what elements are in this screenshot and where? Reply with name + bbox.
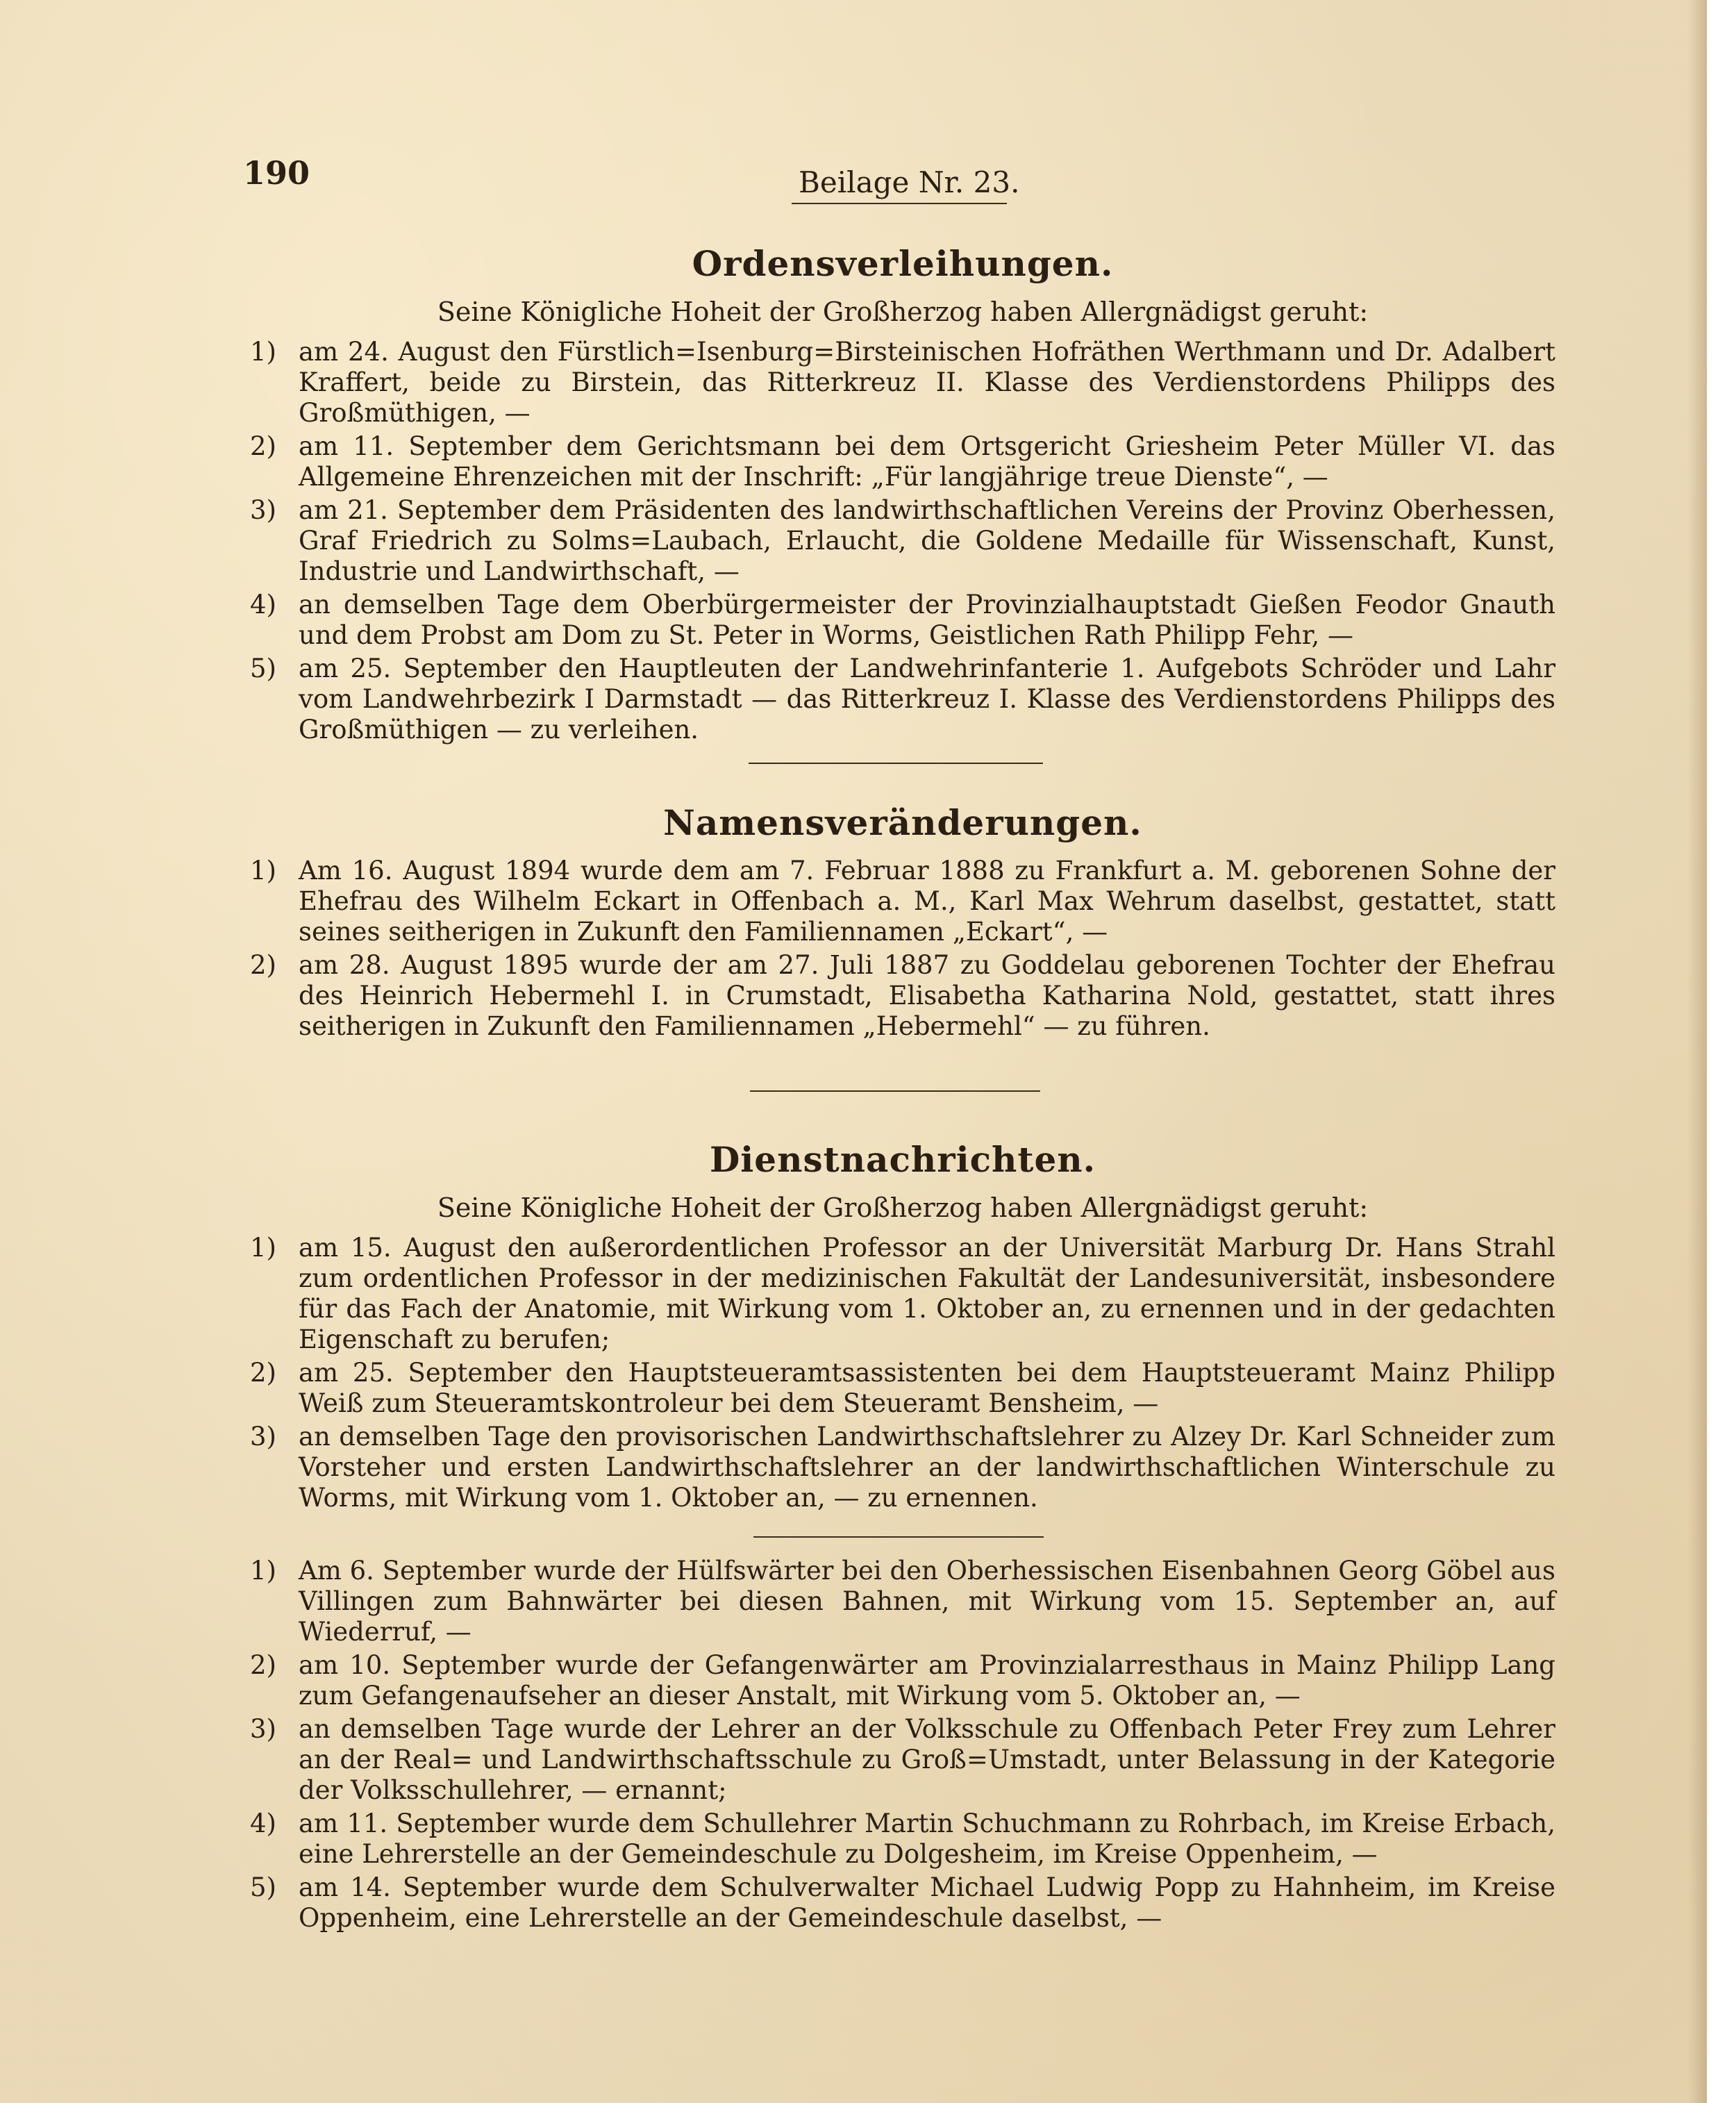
item-text: am 21. September dem Präsidenten des landwirthschaftlichen Vereins der Provinz Oberhessen, Graf Friedrich zu Solms=Laubach, Erlaucht, die Goldene Medaille für Wissenschaft, Kunst, Industrie und Landwirthschaft, —	[299, 495, 1555, 586]
section-divider	[750, 1090, 1040, 1092]
list-item	[250, 337, 1555, 429]
list-item	[250, 590, 1555, 651]
item-number: 3)	[250, 1422, 276, 1452]
section-intro: Seine Königliche Hoheit der Großherzog haben Allergnädigst geruht:	[437, 297, 1369, 327]
list-item	[250, 654, 1555, 745]
list-item	[250, 950, 1555, 1042]
item-number: 1)	[250, 1233, 276, 1263]
item-number: 5)	[250, 654, 276, 683]
item-number: 2)	[250, 431, 276, 461]
section-dienstnachrichten	[250, 1139, 1555, 1516]
item-text: am 25. September den Hauptsteueramtsassistenten bei dem Hauptsteueramt Mainz Philipp Weiß zum Steueramtskontroleur bei dem Steueramt Bensheim, —	[299, 1358, 1555, 1418]
item-number: 1)	[250, 856, 276, 886]
section-title: Dienstnachrichten.	[709, 1139, 1096, 1180]
running-head-underline	[792, 203, 1007, 204]
item-text: an demselben Tage den provisorischen Landwirthschaftslehrer zu Alzey Dr. Karl Schneider zum Vorsteher und ersten Landwirthschaftslehrer an der landwirthschaftlichen Winterschule zu Worms, mit Wirkung vom 1. Oktober an, — zu ernennen.	[299, 1422, 1555, 1513]
item-text: am 15. August den außerordentlichen Professor an der Universität Marburg Dr. Hans Strahl zum ordentlichen Professor in der medizinischen Fakultät der Landesuniversität, insbesondere für das Fach der Anatomie, mit Wirkung vom 1. Oktober an, zu ernennen und in der gedachten Eigenschaft zu berufen;	[299, 1233, 1555, 1354]
list-item	[250, 856, 1555, 947]
list-item	[250, 1650, 1555, 1711]
item-number: 4)	[250, 590, 276, 620]
item-text: Am 6. September wurde der Hülfswärter bei den Oberhessischen Eisenbahnen Georg Göbel aus Villingen zum Bahnwärter bei diesen Bahnen, mit Wirkung vom 15. September an, auf Wiederruf, —	[299, 1556, 1555, 1647]
item-number: 5)	[250, 1872, 276, 1902]
section-further-appointments	[250, 1556, 1555, 1936]
list-item	[250, 1714, 1555, 1806]
item-text: am 14. September wurde dem Schulverwalter Michael Ludwig Popp zu Hahnheim, im Kreise Oppenheim, eine Lehrerstelle an der Gemeindeschule daselbst, —	[299, 1872, 1555, 1933]
page-edge-shadow	[1687, 0, 1707, 2103]
item-number: 2)	[250, 1650, 276, 1680]
page-header	[243, 154, 1020, 203]
list-item	[250, 1809, 1555, 1870]
item-number: 2)	[250, 950, 276, 980]
section-divider	[749, 763, 1043, 764]
item-text: am 10. September wurde der Gefangenwärter am Provinzialarresthaus in Mainz Philipp Lang zum Gefangenaufseher an dieser Anstalt, mit Wirkung vom 5. Oktober an, —	[299, 1650, 1555, 1711]
item-text: Am 16. August 1894 wurde dem am 7. Februar 1888 zu Frankfurt a. M. geborenen Sohne der Ehefrau des Wilhelm Eckart in Offenbach a. M., Karl Max Wehrum daselbst, gestattet, statt seines seitherigen in Zukunft den Familiennamen „Eckart“, —	[299, 856, 1555, 947]
item-text: am 11. September wurde dem Schullehrer Martin Schuchmann zu Rohrbach, im Kreise Erbach, eine Lehrerstelle an der Gemeindeschule zu Dolgesheim, im Kreise Oppenheim, —	[299, 1809, 1555, 1869]
section-namensveraenderungen	[250, 802, 1555, 1045]
list-item	[250, 1422, 1555, 1513]
item-number: 3)	[250, 1714, 276, 1744]
list-item	[250, 1872, 1555, 1934]
section-title: Namensveränderungen.	[663, 802, 1142, 843]
list-item	[250, 1358, 1555, 1419]
item-number: 1)	[250, 337, 276, 367]
section-ordensverleihungen	[250, 243, 1555, 748]
section-divider	[753, 1536, 1044, 1538]
item-number: 2)	[250, 1358, 276, 1388]
section-intro: Seine Königliche Hoheit der Großherzog haben Allergnädigst geruht:	[437, 1192, 1369, 1223]
item-text: am 11. September dem Gerichtsmann bei dem Ortsgericht Griesheim Peter Müller VI. das Allgemeine Ehrenzeichen mit der Inschrift: „Für langjährige treue Dienste“, —	[299, 431, 1555, 492]
item-number: 1)	[250, 1556, 276, 1586]
item-number: 3)	[250, 495, 276, 525]
page-number: 190	[243, 154, 310, 192]
list-item	[250, 1233, 1555, 1355]
item-text: am 28. August 1895 wurde der am 27. Juli 1887 zu Goddelau geborenen Tochter der Ehefrau des Heinrich Hebermehl I. in Crumstadt, Elisabetha Katharina Nold, gestattet, statt ihres seitherigen in Zukunft den Familiennamen „Hebermehl“ — zu führen.	[299, 950, 1555, 1041]
section-title: Ordensverleihungen.	[692, 243, 1114, 284]
item-text: an demselben Tage wurde der Lehrer an der Volksschule zu Offenbach Peter Frey zum Lehrer an der Real= und Landwirthschaftsschule zu Groß=Umstadt, unter Belassung in der Kategorie der Volksschullehrer, — ernannt;	[299, 1714, 1555, 1805]
item-text: am 25. September den Hauptleuten der Landwehrinfanterie 1. Aufgebots Schröder und Lahr vom Landwehrbezirk I Darmstadt — das Ritterkreuz I. Klasse des Verdienstordens Philipps des Großmüthigen — zu verleihen.	[299, 654, 1555, 745]
item-number: 4)	[250, 1809, 276, 1838]
item-text: an demselben Tage dem Oberbürgermeister der Provinzialhauptstadt Gießen Feodor Gnauth und dem Probst am Dom zu St. Peter in Worms, Geistlichen Rath Philipp Fehr, —	[299, 590, 1555, 650]
list-item	[250, 431, 1555, 492]
running-head: Beilage Nr. 23.	[799, 165, 1020, 199]
list-item	[250, 1556, 1555, 1647]
item-text: am 24. August den Fürstlich=Isenburg=Birsteinischen Hofräthen Werthmann und Dr. Adalbert Kraffert, beide zu Birstein, das Ritterkreuz II. Klasse des Verdienstordens Philipps des Großmüthigen, —	[299, 337, 1555, 428]
list-item	[250, 495, 1555, 587]
